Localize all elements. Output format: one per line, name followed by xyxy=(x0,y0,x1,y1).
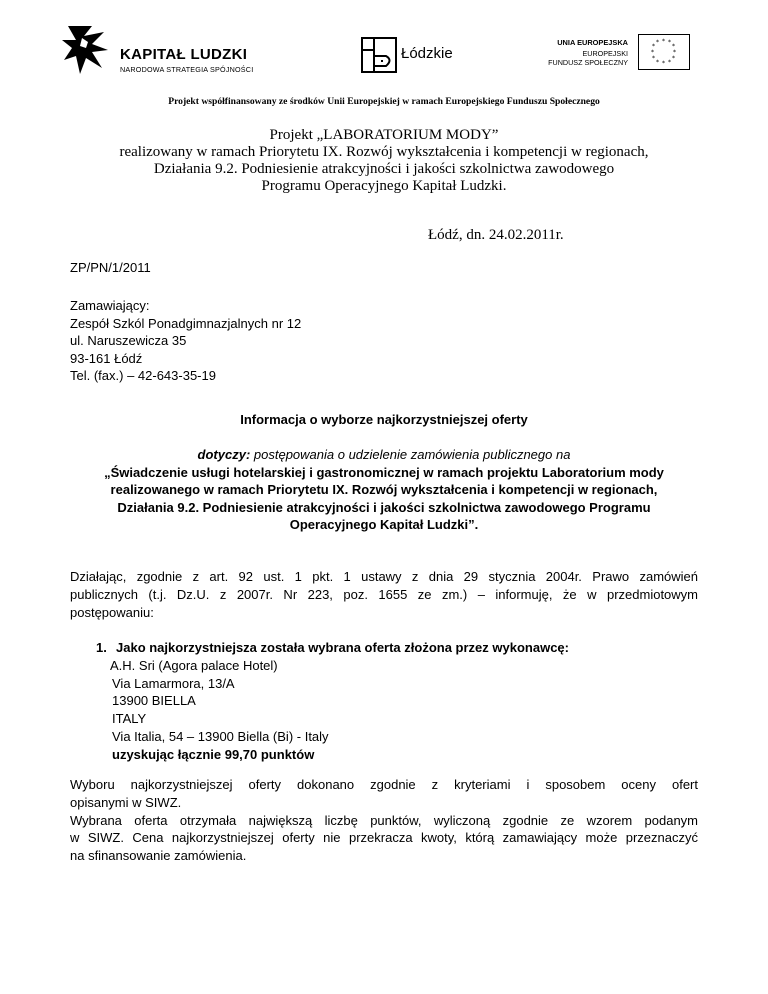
subject-block xyxy=(70,446,698,534)
result-list xyxy=(96,639,569,764)
subject-label: dotyczy: xyxy=(197,447,251,462)
contractor-address-line: Via Lamarmora, 13/A xyxy=(112,675,235,691)
contractor-address-line: ITALY xyxy=(112,711,147,727)
svg-text:*: * xyxy=(662,38,665,45)
eu-line2: EUROPEJSKI xyxy=(582,49,628,58)
subject-intro: postępowania o udzielenie zamówienia publicznego na xyxy=(250,447,571,462)
eu-flag-icon xyxy=(638,34,690,70)
contractor-points: uzyskując łącznie 99,70 punktów xyxy=(112,746,315,762)
paragraph-line: w SIWZ. Cena najkorzystniejszej oferty nie przekracza kwoty, którą zamawiający może przeznaczyć xyxy=(70,830,698,846)
project-line: Działania 9.2. Podniesienie atrakcyjności i jakości szkolnictwa zawodowego xyxy=(153,161,615,177)
list-item-number: 1. xyxy=(96,640,107,655)
subject-intro-line xyxy=(70,446,698,464)
document-date: Łódź, dn. 24.02.2011r. xyxy=(428,227,564,243)
subject-line: realizowanego w ramach Priorytetu IX. Rozwój wykształcenia i kompetencji w regionach, xyxy=(110,482,658,498)
kapital-ludzki-title: KAPITAŁ LUDZKI xyxy=(120,46,248,63)
logo-header xyxy=(0,0,768,90)
subject-line: Operacyjnego Kapitał Ludzki”. xyxy=(289,517,479,533)
document-heading: Informacja o wyborze najkorzystniejszej oferty xyxy=(240,412,528,427)
client-name: Zespół Szkól Ponadgimnazjalnych nr 12 xyxy=(70,315,302,331)
client-phone: Tel. (fax.) – 42-643-35-19 xyxy=(70,368,216,384)
svg-text:*: * xyxy=(668,39,671,46)
client-city: 93-161 Łódź xyxy=(70,350,143,366)
contractor-address xyxy=(96,657,569,764)
paragraph-legal-basis xyxy=(70,568,698,621)
client-label: Zamawiający: xyxy=(70,298,150,313)
paragraph-line: Wybrana oferta otrzymała największą liczbę punktów, wyliczoną zgodnie ze wzorem podanym xyxy=(70,812,698,828)
contractor-address-line: 13900 BIELLA xyxy=(112,693,196,709)
project-line: Programu Operacyjnego Kapitał Ludzki. xyxy=(261,178,507,194)
eu-line1: UNIA EUROPEJSKA xyxy=(557,38,628,47)
svg-text:*: * xyxy=(672,55,675,62)
kapital-ludzki-logo xyxy=(62,22,272,80)
kapital-ludzki-emblem-icon xyxy=(62,22,114,78)
paragraph-line: postępowaniu: xyxy=(70,604,154,620)
subject-line: „Świadczenie usługi hotelarskiej i gastronomicznej w ramach projektu Laboratorium mody xyxy=(104,464,664,480)
paragraph-line: na sfinansowanie zamówienia. xyxy=(70,848,247,864)
project-title: Projekt „LABORATORIUM MODY” xyxy=(269,127,499,143)
eu-line3: FUNDUSZ SPOŁECZNY xyxy=(548,58,628,67)
contractor-address-line: Via Italia, 54 – 13900 Biella (Bi) - Italy xyxy=(112,728,329,744)
list-item xyxy=(96,639,569,657)
svg-text:*: * xyxy=(656,39,659,46)
contractor-name: A.H. Sri (Agora palace Hotel) xyxy=(110,657,278,673)
svg-text:*: * xyxy=(652,55,655,62)
reference-number: ZP/PN/1/2011 xyxy=(70,260,151,275)
svg-text:*: * xyxy=(651,49,654,56)
lodzkie-label: Łódzkie xyxy=(401,45,453,62)
client-block xyxy=(70,297,301,385)
svg-text:*: * xyxy=(672,43,675,50)
list-item-heading: Jako najkorzystniejsza została wybrana oferta złożona przez wykonawcę: xyxy=(116,640,569,655)
paragraph-evaluation xyxy=(70,776,698,865)
paragraph-line: opisanymi w SIWZ. xyxy=(70,794,182,810)
eu-logo xyxy=(536,32,696,72)
project-block xyxy=(60,127,708,195)
subject-line: Działania 9.2. Podniesienie atrakcyjności i jakości szkolnictwa zawodowego Programu xyxy=(117,499,651,515)
project-line: realizowany w ramach Priorytetu IX. Rozwój wykształcenia i kompetencji w regionach, xyxy=(119,144,649,160)
svg-text:*: * xyxy=(668,59,671,66)
svg-text:*: * xyxy=(652,43,655,50)
paragraph-line: Wyboru najkorzystniejszej oferty dokonano zgodnie z kryteriami i sposobem oceny ofert xyxy=(70,777,698,792)
svg-text:*: * xyxy=(656,59,659,66)
paragraph-line: Działając, zgodnie z art. 92 ust. 1 pkt. 1 ustawy z dnia 29 stycznia 2004r. Prawo zamówień xyxy=(70,569,698,584)
svg-text:*: * xyxy=(662,60,665,67)
cofinancing-note: Projekt współfinansowany ze środków Unii Europejskiej w ramach Europejskiego Funduszu Społecznego xyxy=(168,96,600,107)
lodzkie-emblem-icon xyxy=(360,36,398,74)
svg-text:*: * xyxy=(673,49,676,56)
paragraph-line: publicznych (t.j. Dz.U. z 2007r. Nr 223, poz. 1655 ze zm.) – informuję, że w przedmiotowym xyxy=(70,586,698,602)
client-street: ul. Naruszewicza 35 xyxy=(70,333,187,349)
lodzkie-logo xyxy=(360,36,470,76)
kapital-ludzki-subtitle: NARODOWA STRATEGIA SPÓJNOŚCI xyxy=(120,65,254,74)
